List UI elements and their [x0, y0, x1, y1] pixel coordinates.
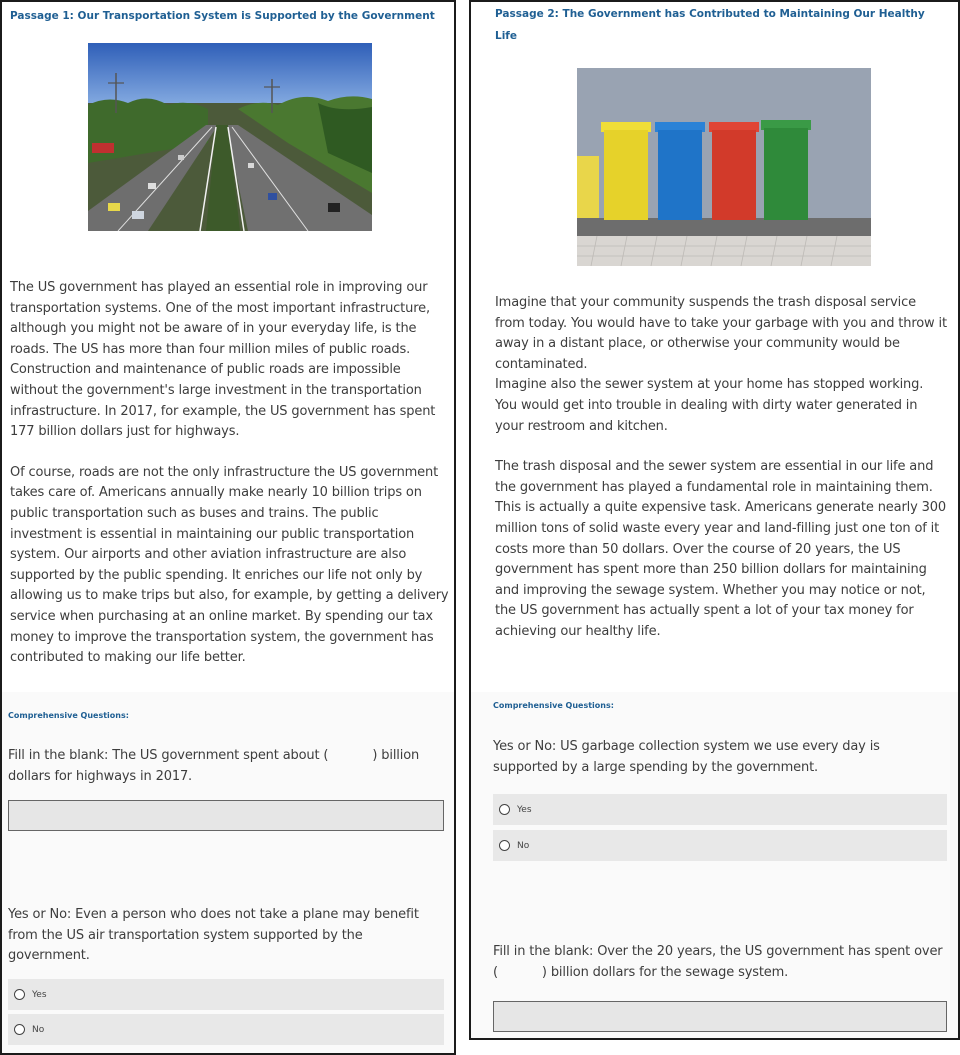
- option-no[interactable]: [8, 1014, 444, 1045]
- radio-button-icon[interactable]: [14, 1024, 25, 1035]
- passage1-panel: [0, 0, 456, 1055]
- answer-input[interactable]: [493, 1001, 947, 1032]
- option-label: Yes: [32, 989, 47, 1000]
- passage2-text: [495, 293, 947, 643]
- question-text-after: ) billion dollars for the sewage system.: [541, 964, 789, 980]
- passage1-text: [10, 278, 452, 669]
- question-yes-no: Yes or No: US garbage collection system we use every day is supported by a large spending by the government.: [493, 739, 880, 775]
- answer-input[interactable]: [8, 800, 444, 831]
- passage2-paragraph1: Imagine that your community suspends the trash disposal service from today. You would have to take your garbage with you and throw it away in a distant place, or otherwise your community would be contaminated.: [495, 295, 947, 372]
- passage2-panel: [469, 0, 960, 1040]
- radio-button-icon[interactable]: [499, 840, 510, 851]
- highway-photo: [88, 43, 372, 231]
- passage1-questions: [2, 692, 454, 1053]
- option-label: Yes: [517, 804, 532, 815]
- passage1-paragraph2: Of course, roads are not the only infrastructure the US government takes care of. Americans annually make nearly 10 billion trips on public transportation such as buses and trains. The public investment is essential in maintaining our public transportation system. Our airports and other aviation infrastructure are also supported by the public spending. It enriches our life not only by allowing us to make trips but also, for example, by getting a delivery service when purchasing at an online market. By spending our tax money to improve the transportation system, the government has contributed to making our life better.: [10, 464, 449, 666]
- option-label: No: [517, 840, 530, 851]
- question-text-after: ) billion dollars for highways in 2017.: [8, 748, 420, 784]
- radio-button-icon[interactable]: [14, 989, 25, 1000]
- option-yes[interactable]: [493, 794, 947, 825]
- radio-button-icon[interactable]: [499, 804, 510, 815]
- passage1-paragraph1: The US government has played an essential role in improving our transportation systems. One of the most important infrastructure, although you might not be aware of in your everyday life, is the roads. The US has more than four million miles of public roads. Construction and maintenance of public roads are impossible without the government's large investment in the transportation infrastructure. In 2017, for example, the US government has spent 177 billion dollars just for highways.: [10, 280, 436, 440]
- passage2-title: Passage 2: The Government has Contributed to Maintaining Our Healthy Life: [495, 8, 925, 42]
- question-yes-no: Yes or No: Even a person who does not take a plane may benefit from the US air transportation system supported by the government.: [8, 907, 419, 964]
- passage2-questions: [471, 692, 958, 1038]
- question-fill-blank: [8, 746, 444, 787]
- garbage-bins-photo: [577, 68, 871, 266]
- passage2-paragraph3: The trash disposal and the sewer system are essential in our life and the government has played a fundamental role in maintaining them. This is actually a quite expensive task. Americans generate nearly 300 million tons of solid waste every year and land-filling just one ton of it costs more than 50 dollars. Over the course of 20 years, the US government has spent more than 250 billion dollars for maintaining and improving the sewage system. Whether you may notice or not, the US government has actually spent a lot of your tax money for achieving our healthy life.: [495, 459, 946, 639]
- question-fill-blank: [493, 942, 943, 983]
- passage2-paragraph2: Imagine also the sewer system at your home has stopped working. You would get into trouble in dealing with dirty water generated in your restroom and kitchen.: [495, 377, 924, 434]
- option-label: No: [32, 1024, 45, 1035]
- passage1-title: Passage 1: Our Transportation System is Supported by the Government: [10, 10, 435, 22]
- option-yes[interactable]: [8, 979, 444, 1010]
- questions-heading: Comprehensive Questions:: [8, 711, 129, 720]
- question-text-before: Fill in the blank: The US government spent about (: [8, 748, 329, 763]
- option-no[interactable]: [493, 830, 947, 861]
- question-text-before: Fill in the blank: Over the 20 years, the US government has spent over (: [493, 944, 943, 980]
- questions-heading: Comprehensive Questions:: [493, 701, 614, 710]
